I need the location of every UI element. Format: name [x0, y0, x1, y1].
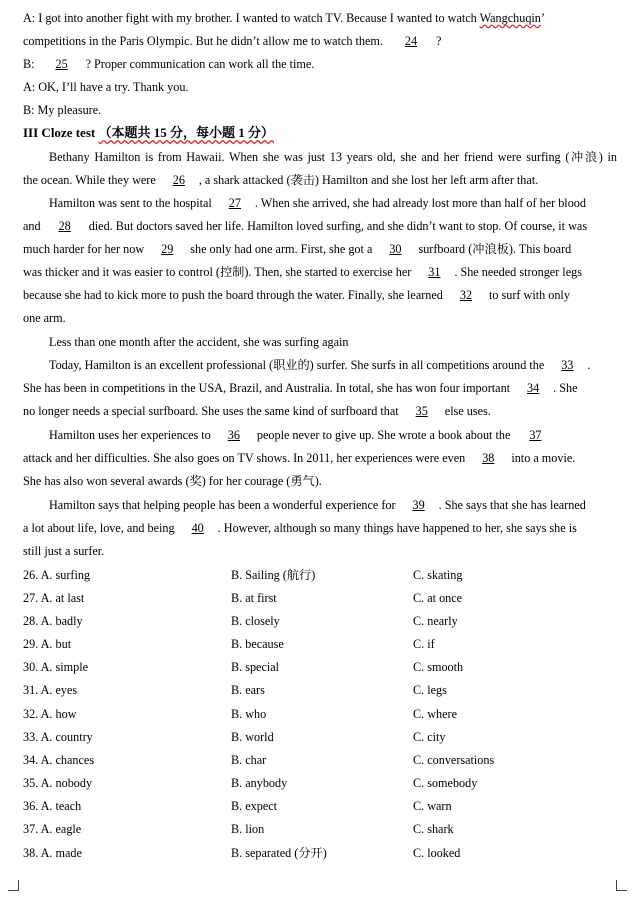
option-b: B. world [231, 730, 274, 744]
passage-text: . She says that she has learned [438, 498, 586, 512]
blank-28: 28 [58, 219, 71, 233]
passage-text: much harder for her now [23, 242, 145, 256]
passage-text: . When she arrived, she had already lost more than half of her blood [254, 196, 586, 210]
option-a: 33. A. country [23, 730, 93, 744]
passage-line [49, 427, 617, 443]
option-c: C. legs [413, 683, 447, 697]
margin-corner-mark [8, 880, 19, 891]
option-b: B. separated (分开) [231, 846, 327, 860]
option-b: B. ears [231, 683, 265, 697]
blank-26: 26 [172, 173, 185, 187]
passage-text: . However, although so many things have happened to her, she says she is [217, 521, 577, 535]
option-c: C. nearly [413, 614, 458, 628]
passage-text: no longer needs a special surfboard. She uses the same kind of surfboard that [23, 404, 399, 418]
passage-text: to surf with only [489, 288, 570, 302]
option-a: 34. A. chances [23, 753, 95, 767]
passage-text: Hamilton says that helping people has been a wonderful experience for [49, 498, 396, 512]
dialogue-text: competitions in the Paris Olympic. But he didn’t allow me to watch them. [23, 34, 383, 48]
dialogue-text: ’ [540, 11, 545, 25]
blank-38: 38 [482, 451, 495, 465]
option-b: B. expect [231, 799, 278, 813]
option-b: B. who [231, 707, 267, 721]
option-c: C. shark [413, 822, 454, 836]
passage-text: people never to give up. She wrote a book about the [256, 428, 511, 442]
blank-30: 30 [389, 242, 402, 256]
blank-24: 24 [404, 34, 418, 48]
dialogue-line-a1-cont [23, 33, 617, 49]
option-c: C. somebody [413, 776, 478, 790]
passage-line [23, 450, 617, 466]
option-c: C. if [413, 637, 435, 651]
option-a: 37. A. eagle [23, 822, 82, 836]
option-a: 29. A. but [23, 637, 72, 651]
passage-line: Less than one month after the accident, she was surfing again [49, 335, 349, 349]
passage-text: the ocean. While they were [23, 173, 156, 187]
option-b: B. special [231, 660, 280, 674]
passage-text: . She needed stronger legs [454, 265, 582, 279]
blank-25: 25 [55, 57, 68, 71]
blank-33: 33 [561, 358, 574, 372]
passage-line [23, 287, 617, 303]
dialogue-line-b1 [23, 56, 617, 72]
option-b: B. char [231, 753, 267, 767]
option-a: 27. A. at last [23, 591, 85, 605]
option-a: 36. A. teach [23, 799, 82, 813]
spellcheck-word: Wangchuqin [479, 11, 541, 25]
blank-37: 37 [529, 428, 542, 442]
blank-40: 40 [191, 521, 204, 535]
option-a: 32. A. how [23, 707, 77, 721]
dialogue-text: ? [435, 34, 442, 48]
passage-text: attack and her difficulties. She also goes on TV shows. In 2011, her experiences were even [23, 451, 466, 465]
option-b: B. because [231, 637, 284, 651]
dialogue-text: ? Proper communication can work all the time. [85, 57, 315, 71]
option-c: C. conversations [413, 753, 495, 767]
passage-line [49, 357, 617, 373]
blank-39: 39 [412, 498, 425, 512]
passage-text: surfboard (冲浪板). This board [418, 242, 572, 256]
passage-text: . [587, 358, 591, 372]
passage-text: a lot about life, love, and being [23, 521, 175, 535]
passage-text: died. But doctors saved her life. Hamilton loved surfing, and she didn’t want to stop. Of course, it was [88, 219, 588, 233]
blank-34: 34 [527, 381, 540, 395]
blank-31: 31 [428, 265, 441, 279]
passage-text: Hamilton was sent to the hospital [49, 196, 212, 210]
blank-35: 35 [415, 404, 428, 418]
passage-line: She has also won several awards (奖) for her courage (勇气). [23, 474, 322, 488]
option-b: B. anybody [231, 776, 288, 790]
section-title-en: III Cloze test [23, 125, 96, 140]
passage-line [49, 497, 617, 513]
passage-text: Today, Hamilton is an excellent professional (职业的) surfer. She surfs in all competitions around the [49, 358, 545, 372]
passage-line: still just a surfer. [23, 544, 105, 558]
passage-line: one arm. [23, 311, 66, 325]
option-b: B. Sailing (航行) [231, 568, 316, 582]
passage-line [23, 380, 617, 396]
margin-corner-mark [616, 880, 627, 891]
passage-line [23, 218, 617, 234]
option-c: C. at once [413, 591, 463, 605]
option-a: 26. A. surfing [23, 568, 91, 582]
option-b: B. at first [231, 591, 277, 605]
dialogue-text: A: I got into another fight with my brother. I wanted to watch TV. Because I wanted to watch [23, 11, 480, 25]
passage-text: because she had to kick more to push the board through the water. Finally, she learned [23, 288, 443, 302]
passage-line [23, 264, 617, 280]
option-a: 35. A. nobody [23, 776, 93, 790]
passage-text: , a shark attacked (袭击) Hamilton and she lost her left arm after that. [198, 173, 539, 187]
option-c: C. looked [413, 846, 461, 860]
dialogue-line-b2: B: My pleasure. [23, 103, 102, 117]
passage-line [23, 520, 617, 536]
option-c: C. city [413, 730, 446, 744]
dialogue-line-a1 [23, 10, 617, 26]
option-c: C. warn [413, 799, 452, 813]
option-a: 38. A. made [23, 846, 82, 860]
passage-line [23, 403, 617, 419]
section-heading [23, 125, 617, 141]
passage-text: and [23, 219, 41, 233]
option-c: C. skating [413, 568, 463, 582]
blank-36: 36 [227, 428, 240, 442]
blank-29: 29 [161, 242, 174, 256]
option-a: 30. A. simple [23, 660, 89, 674]
passage-text: . She [553, 381, 578, 395]
passage-text: Hamilton uses her experiences to [49, 428, 211, 442]
option-b: B. closely [231, 614, 280, 628]
section-title-cn: （本题共 15 分，每小题 1 分） [98, 125, 274, 140]
passage-line [23, 241, 617, 257]
passage-text: into a movie. [511, 451, 576, 465]
passage-line: Bethany Hamilton is from Hawaii. When she was just 13 years old, she and her friend were surfing (冲浪) in [49, 150, 617, 164]
passage-text: she only had one arm. First, she got a [190, 242, 373, 256]
dialogue-text: B: [23, 57, 35, 71]
option-a: 31. A. eyes [23, 683, 78, 697]
passage-text: was thicker and it was easier to control (控制). Then, she started to exercise her [23, 265, 412, 279]
passage-line [49, 195, 617, 211]
passage-text: She has been in competitions in the USA, Brazil, and Australia. In total, she has won four important [23, 381, 511, 395]
passage-text: else uses. [444, 404, 491, 418]
option-a: 28. A. badly [23, 614, 83, 628]
passage-line [23, 172, 617, 188]
option-c: C. smooth [413, 660, 464, 674]
blank-32: 32 [459, 288, 473, 302]
blank-27: 27 [228, 196, 241, 210]
dialogue-line-a2: A: OK, I’ll have a try. Thank you. [23, 80, 189, 94]
option-b: B. lion [231, 822, 265, 836]
option-c: C. where [413, 707, 457, 721]
